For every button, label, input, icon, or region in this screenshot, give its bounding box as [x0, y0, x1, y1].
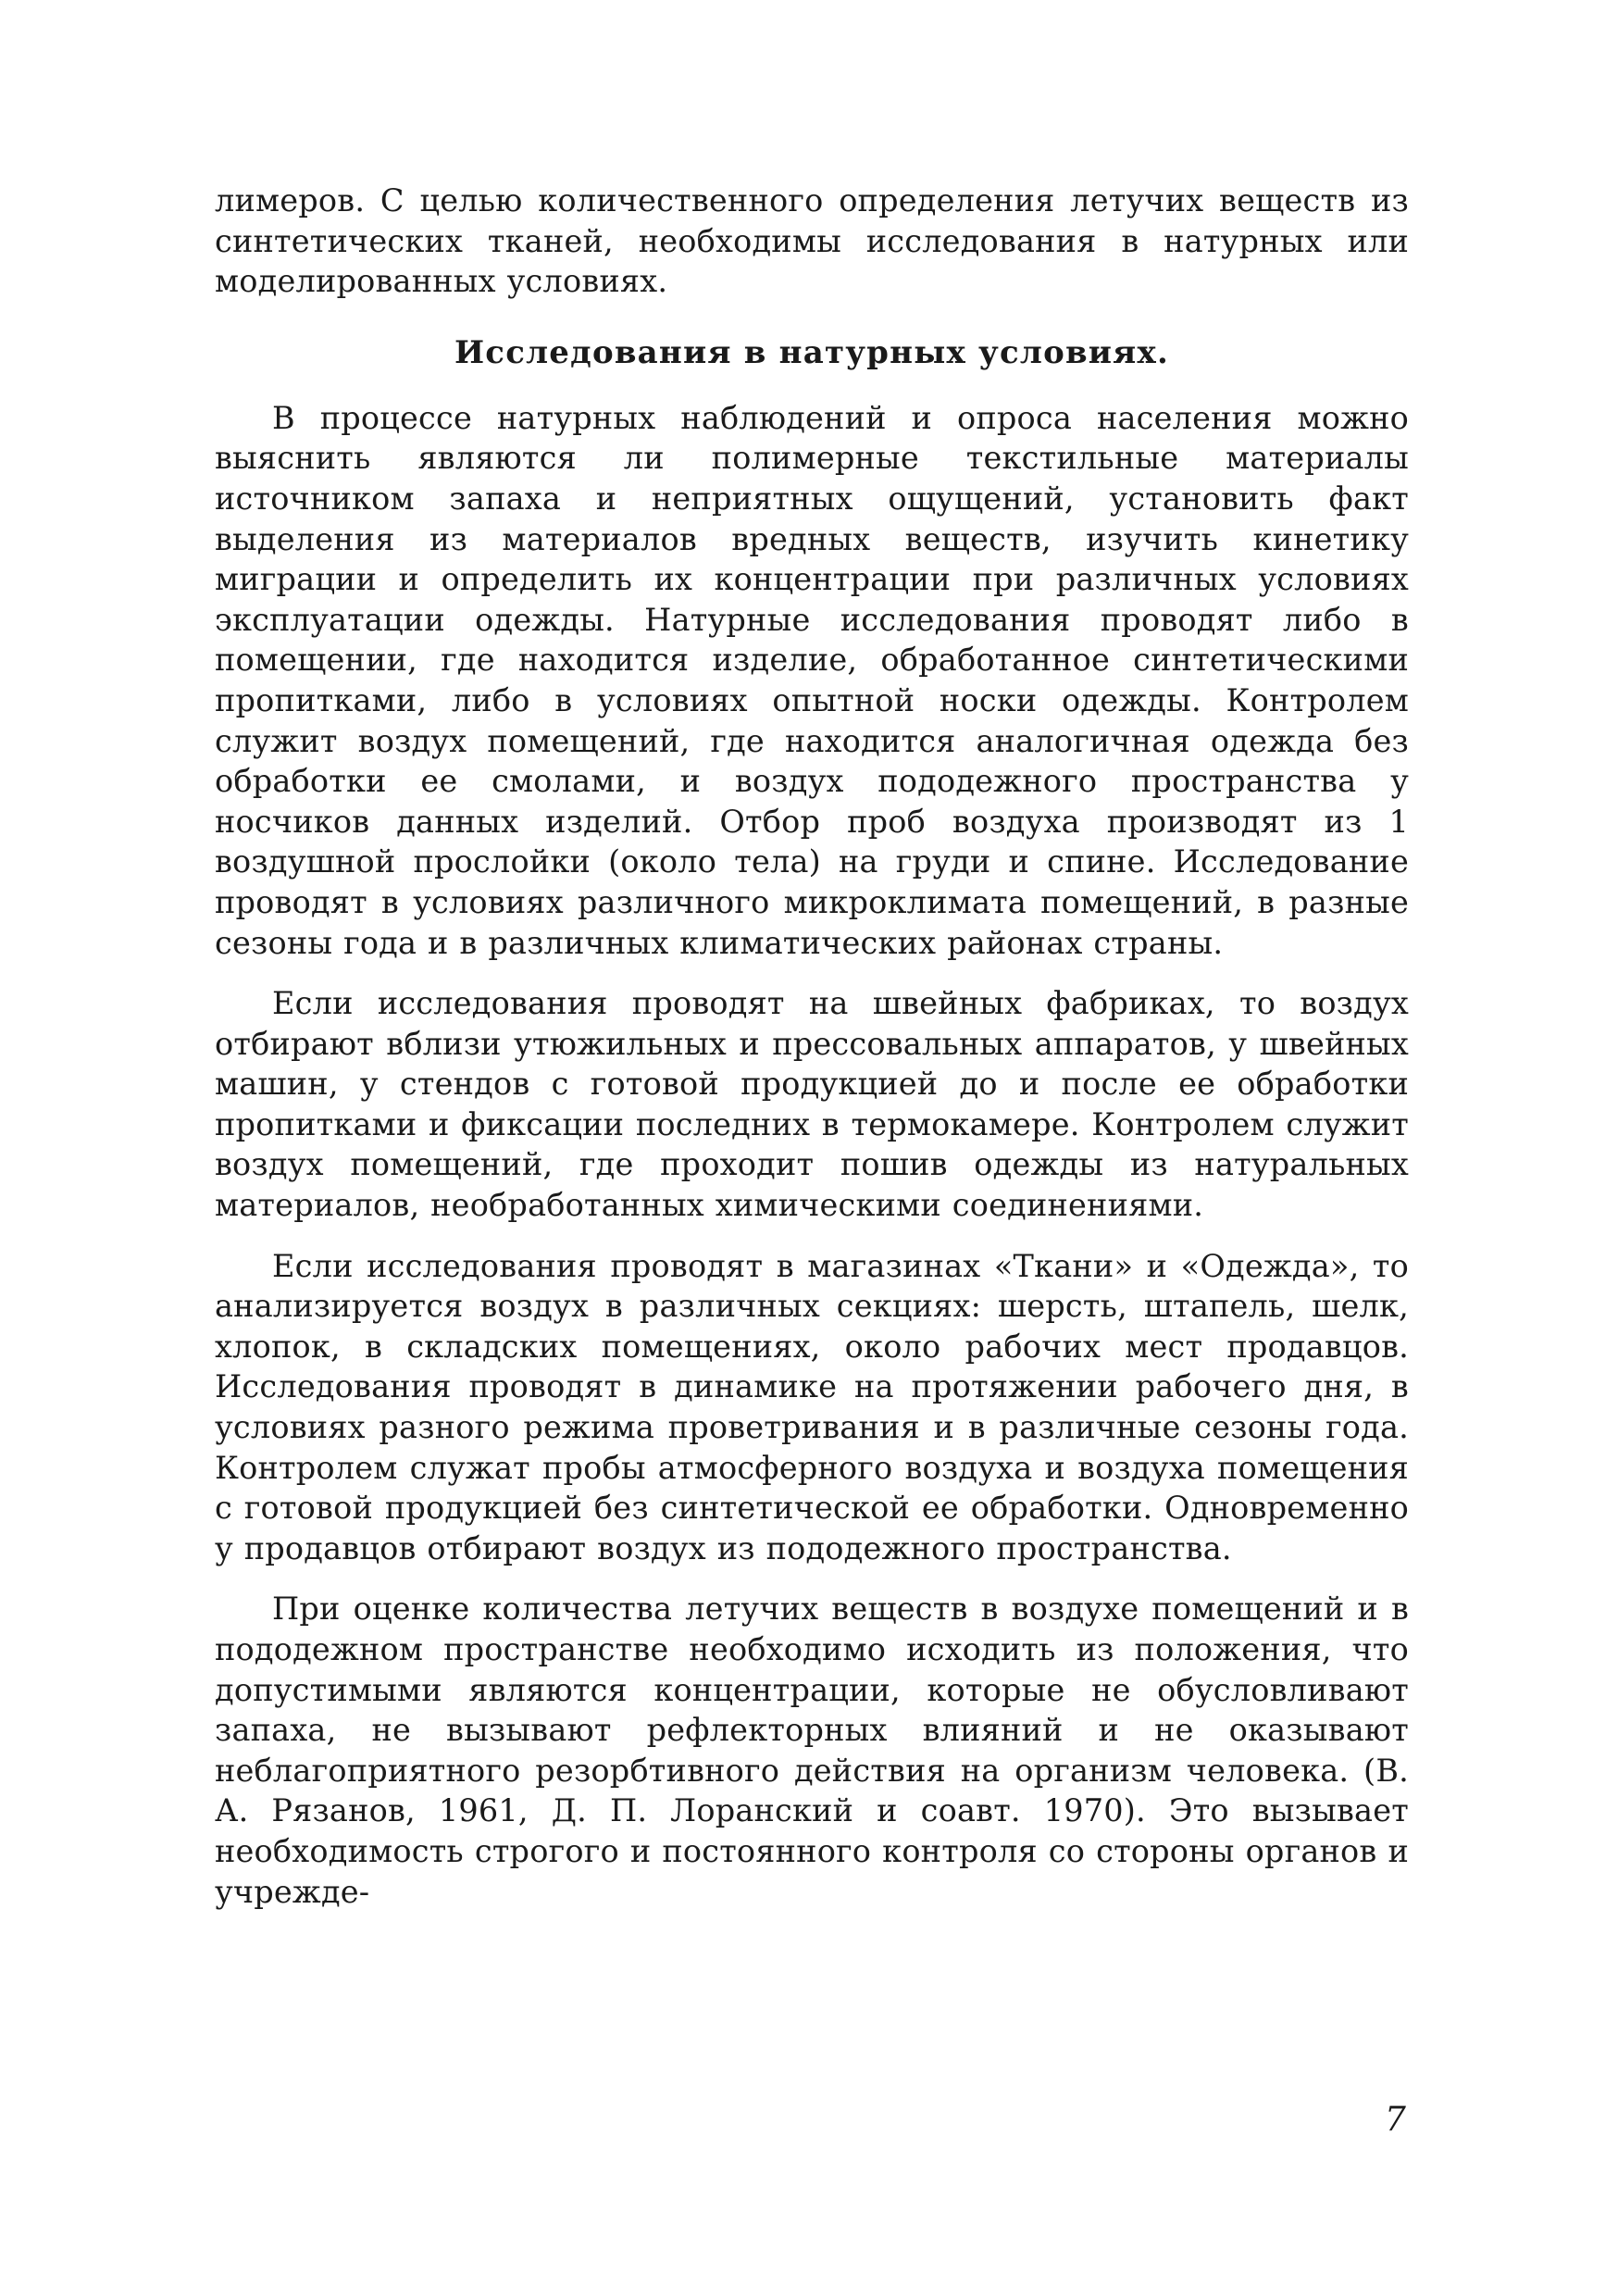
paragraph-sewing-factories: Если исследования проводят на швейных фабриках, то воздух отбирают вблизи утюжильных и прессовальных аппаратов, у швейных машин, у стендов с готовой продукцией до и после ее обработки пропитками и фиксации последних в термокамере. Контролем служит воздух помещений, где проходит пошив одежды из натуральных материалов, необработанных химическими соединениями.	[215, 985, 1409, 1224]
paragraph-assessment: При оценке количества летучих веществ в воздухе помещений и в пододежном пространстве необходимо исходить из положения, что допустимыми являются концентрации, которые не обусловливают запаха, не вызывают рефлекторных влияний и не оказывают неблагоприятного резорбтивного действия на организм человека. (В. А. Рязанов, 1961, Д. П. Лоранский и соавт. 1970). Это вызывает необходимость строгого и постоянного контроля со стороны органов и учрежде-	[215, 1591, 1409, 1910]
paragraph-natural-observations: В процессе натурных наблюдений и опроса населения можно выяснить являются ли полимерные текстильные материалы источником запаха и неприятных ощущений, установить факт выделения из материалов вредных веществ, изучить кинетику миграции и определить их концентрации при различных условиях эксплуатации одежды. Натурные исследования проводят либо в помещении, где находится изделие, обработанное синтетическими пропитками, либо в условиях опытной носки одежды. Контролем служит воздух помещений, где находится аналогичная одежда без обработки ее смолами, и воздух пододежного пространства у носчиков данных изделий. Отбор проб воздуха производят из 1 воздушной прослойки (около тела) на груди и спине. Исследование проводят в условиях различного микроклимата помещений, в разные сезоны года и в различных климатических районах страны.	[215, 399, 1409, 961]
section-heading: Исследования в натурных условиях.	[454, 333, 1170, 371]
paragraph-shops: Если исследования проводят в магазинах «Ткани» и «Одежда», то анализируется воздух в различных секциях: шерсть, штапель, шелк, хлопок, в складских помещениях, около рабочих мест продавцов. Исследования проводят в динамике на протяжении рабочего дня, в условиях разного режима проветривания и в различные сезоны года. Контролем служат пробы атмосферного воздуха и воздуха помещения с готовой продукцией без синтетической ее обработки. Одновременно у продавцов отбирают воздух из пододежного пространства.	[215, 1247, 1409, 1566]
document-page	[215, 181, 1409, 2217]
paragraph-continuation: лимеров. С целью количественного определения летучих веществ из синтетических тканей, необходимы исследования в натурных или моделированных условиях.	[215, 182, 1409, 300]
page-number: 7	[1385, 2101, 1406, 2139]
